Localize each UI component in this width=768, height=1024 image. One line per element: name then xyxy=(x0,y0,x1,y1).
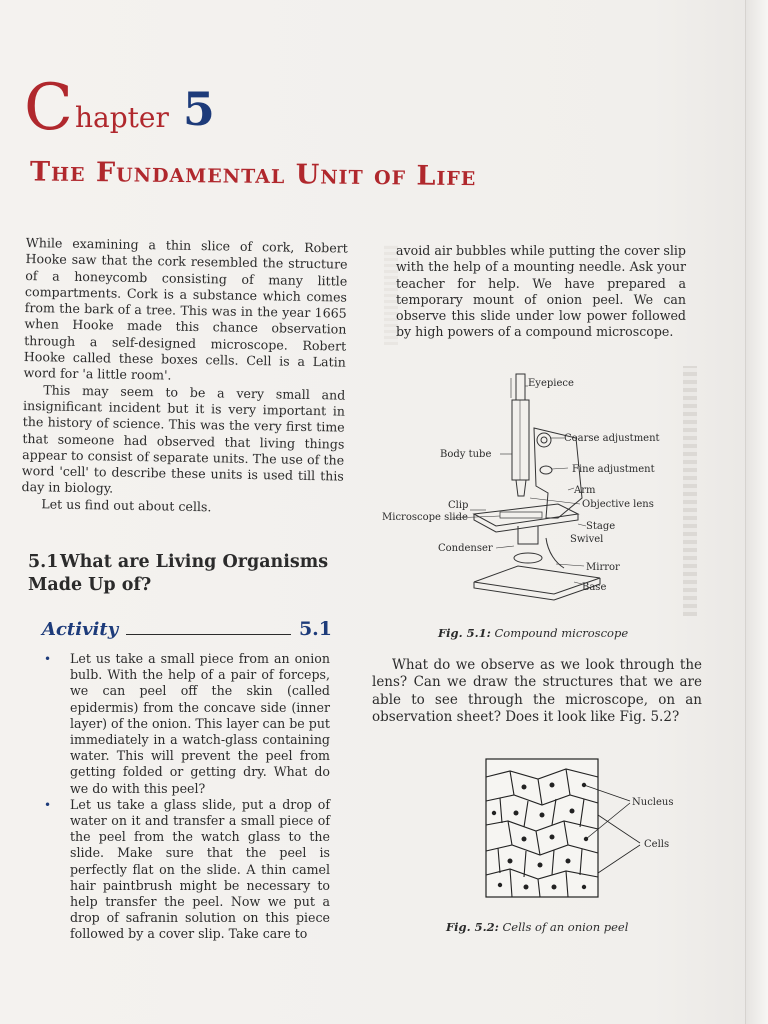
section-number: 5.1 xyxy=(28,552,59,572)
label-body-tube: Body tube xyxy=(440,449,492,460)
chapter-heading xyxy=(24,70,215,145)
page-edge xyxy=(745,0,768,1024)
bullet-icon: • xyxy=(44,797,52,812)
onion-cells-figure xyxy=(480,755,700,905)
label-arm: Arm xyxy=(574,485,596,496)
label-stage: Stage xyxy=(586,521,616,532)
activity-rule xyxy=(126,634,291,635)
label-eyepiece: Eyepiece xyxy=(528,378,574,389)
activity-steps xyxy=(42,651,330,943)
fig1-caption-number: Fig. 5.1: xyxy=(438,626,491,640)
chapter-word: hapter xyxy=(74,101,169,134)
fig2-caption-text: Cells of an onion peel xyxy=(502,920,629,934)
intro-paragraph-2: This may seem to be a very small and insignificant incident but it is very important in the history of science. This was the very first time that someone had observed that living things appear to consist of separate units. The use of the word 'cell' to describe these units is used till this day in biology. xyxy=(21,381,346,497)
activity-number: 5.1 xyxy=(298,618,332,640)
intro-paragraph-3: Let us find out about cells. xyxy=(41,496,212,515)
chapter-title: The Fundamental Unit of Life xyxy=(29,156,477,193)
section-heading xyxy=(28,551,358,597)
fig2-caption-number: Fig. 5.2: xyxy=(446,920,499,934)
microscope-figure xyxy=(378,368,698,618)
label-mirror: Mirror xyxy=(586,562,620,573)
fig2-caption xyxy=(446,920,628,934)
fig1-caption-text: Compound microscope xyxy=(494,626,629,640)
intro-paragraph-1: While examining a thin slice of cork, Robert Hooke saw that the cork resembled the structure of a honeycomb consisting of many little compartments. Cork is a substance which comes from the bark of a tree. This was in the year 1665 when Hooke made this chance observation through a self-designed microscope. Robert Hooke called these boxes cells. Cell is a Latin word for 'a little room'. xyxy=(23,235,348,383)
fig1-caption xyxy=(438,626,628,640)
cells-frame xyxy=(486,759,598,897)
right-column xyxy=(396,243,686,341)
list-item xyxy=(42,797,330,943)
right-paragraph-2: What do we observe as we look through the lens? Can we draw the structures that we are able to see through the microscope, on an observation sheet? Does it look like Fig. 5.2? xyxy=(372,657,702,725)
label-swivel: Swivel xyxy=(570,534,604,545)
label-cells: Cells xyxy=(644,839,670,850)
right-paragraph-1: avoid air bubbles while putting the cover slip with the help of a mounting needle. Ask your teacher for help. We have prepared a temporary mount of onion peel. We can observe this slide under low power followed by high powers of a compound microscope. xyxy=(396,243,686,340)
label-condenser: Condenser xyxy=(438,543,493,554)
label-base: Base xyxy=(582,582,607,593)
left-column xyxy=(21,235,348,518)
chapter-initial: C xyxy=(24,71,73,145)
activity-step-2: Let us take a glass slide, put a drop of water on it and transfer a small piece of the peel from the watch glass to the slide. Make sure that the peel is perfectly flat on the slide. A thin camel hair paintbrush might be necessary to help transfer the peel. Now we put a drop of safranin solution on this piece followed by a cover slip. Take care to xyxy=(70,796,330,942)
chapter-number: 5 xyxy=(182,82,215,136)
label-clip: Clip xyxy=(448,500,469,511)
list-item xyxy=(42,651,330,797)
right-column-lower xyxy=(372,657,702,726)
label-fine-adjustment: Fine adjustment xyxy=(572,464,655,475)
label-nucleus: Nucleus xyxy=(632,797,674,808)
label-microscope-slide: Microscope slide xyxy=(382,512,468,523)
section-title: What are Living Organisms Made Up of? xyxy=(28,552,329,595)
activity-header xyxy=(42,618,332,640)
activity-label: Activity xyxy=(42,619,119,640)
label-objective-lens: Objective lens xyxy=(582,499,654,510)
bullet-icon: • xyxy=(44,652,52,666)
label-coarse-adjustment: Coarse adjustment xyxy=(564,433,660,444)
activity-step-1: Let us take a small piece from an onion bulb. With the help of a pair of forceps, we can peel off the skin (called epidermis) from the concave side (inner layer) of the onion. This layer can be put immediately in a watch-glass containing water. This will prevent the peel from getting folded or getting dry. What do we do with this peel? xyxy=(70,651,330,796)
